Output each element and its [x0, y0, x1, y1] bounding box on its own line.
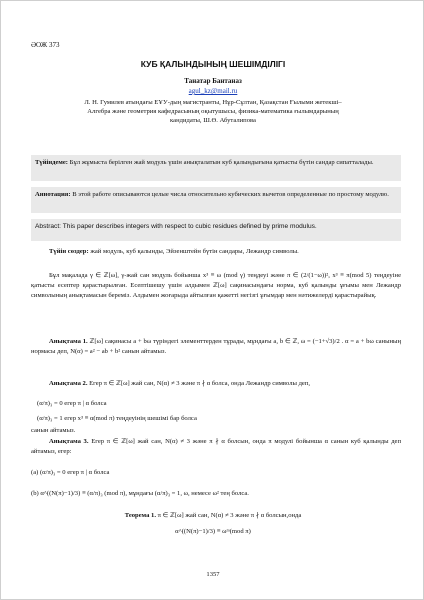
definition-1 [31, 337, 401, 357]
paper-title: КУБ ҚАЛЫНДЫНЫҢ ШЕШІМДІЛІГІ [140, 59, 286, 69]
affiliation: Л. Н. Гумилев атындағы ЕҰУ-дың магистранты, Нұр-Сұлтан, Қазақстан Ғылыми жетекші– Алгебра және геометрия кафедрасының оқытушысы, физика-математика ғылымдарының кандидаты, Ш.Ө. Абуталипова [84, 99, 342, 124]
theorem-1-equation: α^((N(π)−1)/3) ≡ ωᵐ(mod π) [175, 528, 251, 535]
abstract-kz-label: Түйіндеме: [35, 159, 69, 166]
udc-code: ӘОЖ 373 [31, 41, 60, 49]
definition-2-case-1: (α/π)₃ = 0 егер π | α болса [37, 400, 107, 407]
theorem-1 [1, 511, 424, 519]
definition-3-label: Анықтама 3. [49, 438, 89, 445]
abstract-en-label: Abstract: [35, 223, 62, 230]
abstract-ru-text: В этой работе описываются целые числа относительно кубических вычетов определенные по простому модулю. [72, 191, 389, 198]
keywords-label: Түйін сөздер: [49, 248, 89, 255]
abstract-ru-label: Аннотация: [35, 191, 71, 198]
page-number: 1357 [206, 571, 220, 578]
author-name: Танатар Бантаназ [184, 77, 242, 85]
theorem-1-text: π ∈ ℤ[ω] жай сан, N(α) ≠ 3 және π ∤ α болсын,онда [157, 512, 302, 519]
definition-2-after: санын айтамыз. [31, 427, 76, 434]
definition-2-text: Егер π ∈ ℤ[ω] жай сан, N(α) ≠ 3 және π ∤ α болса, онда Лежандр символы деп, [89, 380, 311, 387]
intro-text: Бұл мақалада γ ∈ ℤ[ω], γ-жай сан модуль бойынша x³ ≡ ω (mod γ) теңдеуі және π ∈ (2/(1−ω))², x³ ≡ π(mod 5) теңдеуіне қатысты есептер қарастырылған. Есептішешу үшін алдымен ℤ[ω] сақинасындағы норма, куб қалынды ұғымы мен Лежандр символының анықтамасын береміз. Алдымен жоғарыда айтылған қажетті негізгі ұғымдар мен нәтижелерді қарастырайық. [31, 272, 401, 299]
definition-2 [31, 379, 401, 389]
abstract-kz-text: Бұл жұмыста берілген жай модуль үшін анықталатын куб қалындығына қатысты бүтін сандар сипатталады. [69, 159, 374, 166]
abstract-ru [31, 187, 401, 213]
definition-3-item-b: (b) α^((N(π)−1)/3) ≡ (α/π)₃ (mod π), мұндағы (α/π)₃ = 1, ω, немесе ω² тең болса. [31, 490, 249, 497]
keywords [31, 247, 401, 256]
definition-1-text: ℤ[ω] сақинасы a + bω түріндегі элементтерден тұрады, мұндағы a, b ∈ ℤ, ω = (−1+√3)/2 . α = a + bω санының нормасы деп, N(α) = a² − ab + b² санын айтамыз. [31, 338, 401, 355]
definition-2-case-2: (α/π)₃ = 1 егер x³ ≡ α(mod π) теңдеуінің шешімі бар болса [37, 415, 197, 422]
theorem-1-label: Теорема 1. [124, 512, 156, 519]
definition-1-label: Анықтама 1. [49, 338, 88, 345]
keywords-text: жай модуль, куб қалынды, Эйзенштейн бүтін сандары, Лежандр символы. [90, 248, 299, 255]
abstract-en-text: This paper describes integers with respect to cubic residues defined by prime modulus. [62, 223, 317, 230]
intro-paragraph [31, 271, 401, 301]
definition-3-text: Егер π ∈ ℤ[ω] жай сан, N(α) ≠ 3 және π ∤ α болсын, онда π модулі бойынша α санын куб қалынды деп айтамыз, егер: [31, 438, 402, 455]
abstract-en [31, 219, 401, 241]
definition-3 [31, 437, 401, 457]
author-email-link[interactable]: agul_kz@mail.ru [188, 87, 238, 95]
abstract-kz [31, 155, 401, 181]
definition-3-item-a: (a) (α/π)₃ = 0 егер π | α болса [31, 469, 110, 476]
definition-2-label: Анықтама 2. [49, 380, 88, 387]
